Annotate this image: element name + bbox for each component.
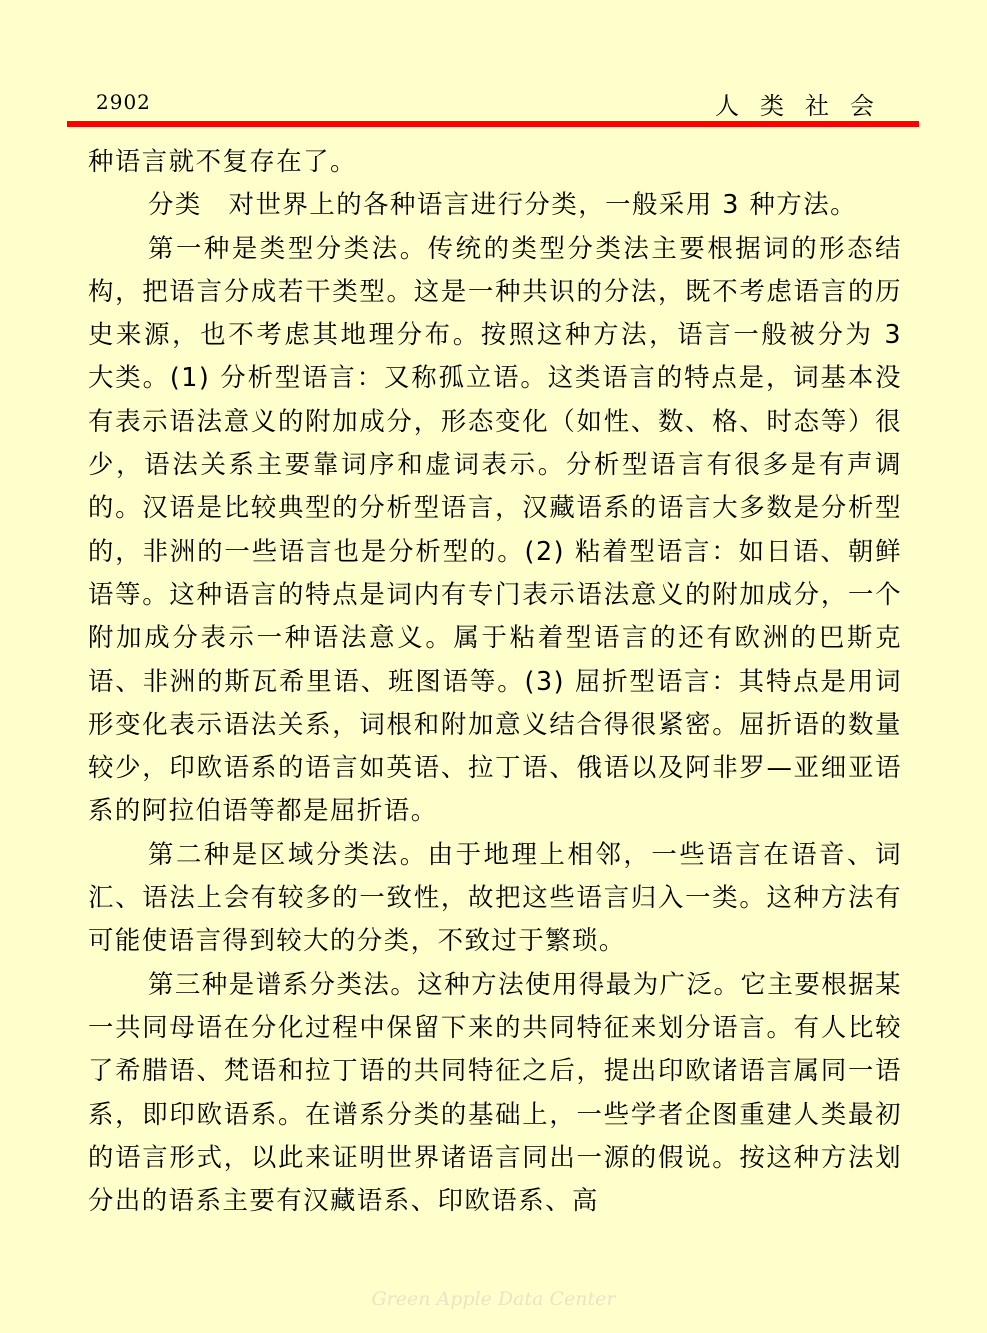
paragraph-classification: 分类 对世界上的各种语言进行分类，一般采用 3 种方法。 bbox=[148, 189, 858, 220]
watermark: Green Apple Data Center bbox=[371, 1288, 616, 1310]
running-head: 人类社会 bbox=[715, 92, 895, 120]
body-text bbox=[88, 140, 902, 1222]
paragraph-typological: 第一种是类型分类法。传统的类型分类法主要根据词的形态结构，把语言分成若干类型。这是一种共识的分法，既不考虑语言的历史来源，也不考虑其地理分布。按照这种方法，语言一般被分为 3 大类。(1) 分析型语言：又称孤立语。这类语言的特点是，词基本没有表示语法意义的附加成分，形态变化（如性、数、格、时态等）很少，语法关系主要靠词序和虚词表示。分析型语言有很多是有声调的。汉语是比较典型的分析型语言，汉藏语系的语言大多数是分析型的，非洲的一些语言也是分析型的。(2) 粘着型语言：如日语、朝鲜语等。这种语言的特点是词内有专门表示语法意义的附加成分，一个附加成分表示一种语法意义。属于粘着型语言的还有欧洲的巴斯克语、非洲的斯瓦希里语、班图语等。(3) 屈折型语言：其特点是用词形变化表示语法关系，词根和附加意义结合得很紧密。屈折语的数量较少，印欧语系的语言如英语、拉丁语、俄语以及阿非罗—亚细亚语系的阿拉伯语等都是屈折语。 bbox=[88, 232, 902, 826]
paragraph-genealogical: 第三种是谱系分类法。这种方法使用得最为广泛。它主要根据某一共同母语在分化过程中保留下来的共同特征来划分语言。有人比较了希腊语、梵语和拉丁语的共同特征之后，提出印欧诸语言属同一语系，即印欧语系。在谱系分类的基础上，一些学者企图重建人类最初的语言形式，以此来证明世界诸语言同出一源的假说。按这种方法划分出的语系主要有汉藏语系、印欧语系、高 bbox=[88, 968, 902, 1216]
page-number: 2902 bbox=[96, 90, 151, 114]
header-rule bbox=[67, 121, 919, 127]
paragraph-areal: 第二种是区域分类法。由于地理上相邻，一些语言在语音、词汇、语法上会有较多的一致性，故把这些语言归入一类。这种方法有可能使语言得到较大的分类，不致过于繁琐。 bbox=[88, 838, 902, 956]
paragraph-continued: 种语言就不复存在了。 bbox=[88, 146, 357, 176]
